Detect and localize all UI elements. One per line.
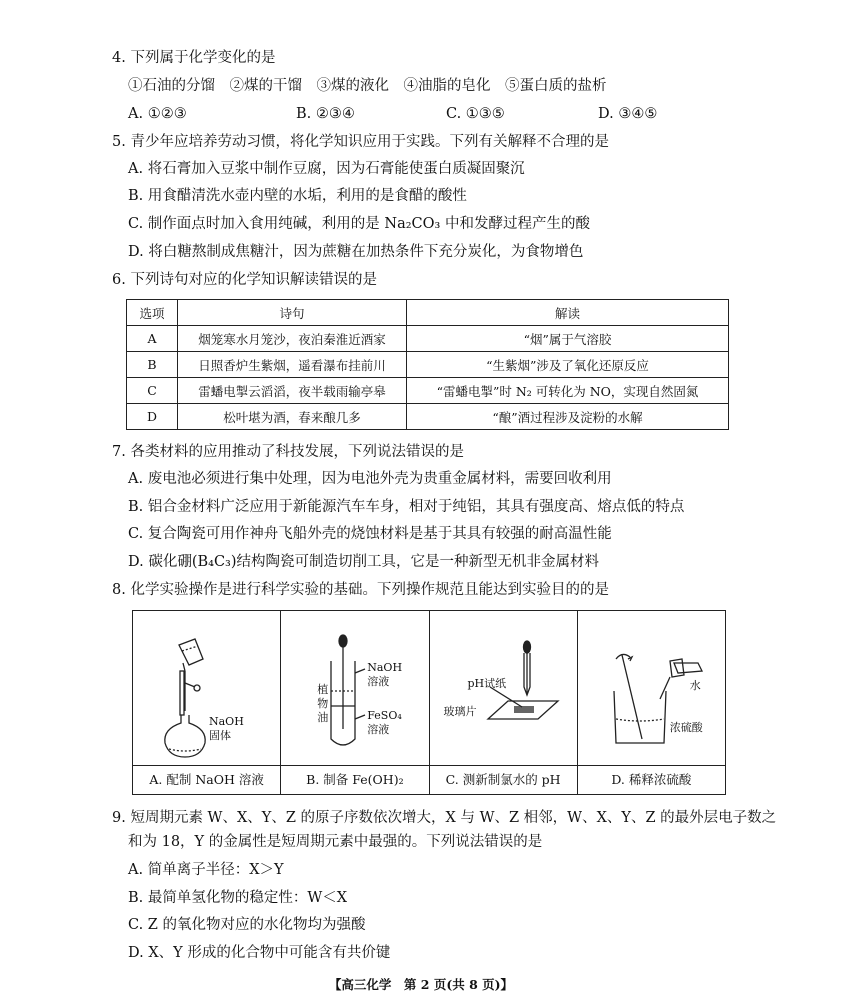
label-glass-slide: 玻璃片 [443, 705, 477, 718]
q9-option-a: A. 简单离子半径：X＞Y [128, 862, 284, 878]
row-option: A [127, 326, 178, 352]
row-poem: 雷蟠电掣云滔滔，夜半载雨输亭皋 [178, 378, 407, 404]
q4-option-a: A. ①②③ [128, 106, 187, 122]
q7-option-d: D. 碳化硼(B₄C₃)结构陶瓷可制造切削工具，它是一种新型无机非金属材料 [128, 554, 600, 570]
caption-a: A. 配制 NaOH 溶液 [133, 765, 280, 794]
panel-a [133, 611, 281, 794]
label-feso4-2: 溶液 [367, 723, 390, 736]
label-solid: 固体 [209, 729, 231, 742]
row-interpretation: “生紫烟”涉及了氧化还原反应 [407, 352, 729, 378]
q5-option-d: D. 将白糖熬制成焦糖汁，因为蔗糖在加热条件下充分炭化，为食物增色 [128, 244, 584, 260]
row-poem: 松叶堪为酒，春来酿几多 [178, 404, 407, 430]
q8-figure [132, 610, 726, 795]
label-feso4-1: FeSO₄ [367, 709, 402, 722]
q5-option-b: B. 用食醋清洗水壶内壁的水垢，利用的是食醋的酸性 [128, 188, 467, 204]
q7-stem: 7. 各类材料的应用推动了科技发展，下列说法错误的是 [112, 444, 464, 460]
row-poem: 日照香炉生紫烟，遥看瀑布挂前川 [178, 352, 407, 378]
q9-stem-line2: 和为 18，Y 的金属性是短周期元素中最强的。下列说法错误的是 [128, 834, 543, 850]
q4-option-b: B. ②③④ [296, 106, 355, 122]
label-naoh: NaOH [209, 715, 244, 728]
q9-stem-line1: 9. 短周期元素 W、X、Y、Z 的原子序数依次增大，X 与 W、Z 相邻，W、X、Y、Z 的最外层电子数之 [112, 810, 777, 826]
q7-option-a: A. 废电池必须进行集中处理，因为电池外壳为贵重金属材料，需要回收利用 [128, 471, 612, 487]
row-poem: 烟笼寒水月笼沙，夜泊秦淮近酒家 [178, 326, 407, 352]
label-oil-1: 植 [317, 683, 329, 696]
header-poem: 诗句 [178, 300, 407, 326]
q5-option-a: A. 将石膏加入豆浆中制作豆腐，因为石膏能使蛋白质凝固聚沉 [128, 161, 525, 177]
caption-b: B. 制备 Fe(OH)₂ [281, 765, 428, 794]
header-option: 选项 [127, 300, 178, 326]
label-oil-3: 油 [317, 711, 329, 724]
label-naoh-solution-1: NaOH [367, 661, 403, 674]
table-row [127, 352, 729, 378]
row-option: C [127, 378, 178, 404]
row-interpretation: “烟”属于气溶胶 [407, 326, 729, 352]
q4-option-d: D. ③④⑤ [598, 106, 658, 122]
label-conc-sulfuric: 浓硫酸 [669, 721, 703, 734]
panel-c [430, 611, 578, 794]
label-oil-2: 物 [317, 697, 329, 710]
q9-option-b: B. 最简单氢化物的稳定性：W＜X [128, 890, 348, 906]
q6-stem: 6. 下列诗句对应的化学知识解读错误的是 [112, 272, 377, 288]
page-footer: 【高三化学 第 2 页(共 8 页)】 [328, 977, 514, 992]
q5-stem: 5. 青少年应培养劳动习惯，将化学知识应用于实践。下列有关解释不合理的是 [112, 134, 609, 150]
row-option: D [127, 404, 178, 430]
table-header-row [127, 300, 729, 326]
panel-b [281, 611, 429, 794]
q4-items: ①石油的分馏 ②煤的干馏 ③煤的液化 ④油脂的皂化 ⑤蛋白质的盐析 [128, 78, 607, 94]
row-option: B [127, 352, 178, 378]
table-row [127, 404, 729, 430]
q6-table [126, 299, 729, 430]
q8-stem: 8. 化学实验操作是进行科学实验的基础。下列操作规范且能达到实验目的的是 [112, 582, 609, 598]
test-tube-dropper-diagram [281, 611, 427, 766]
header-interpretation: 解读 [407, 300, 729, 326]
beaker-dilution-diagram [578, 611, 724, 766]
q9-option-c: C. Z 的氧化物对应的水化物均为强酸 [128, 917, 366, 933]
label-naoh-solution-2: 溶液 [367, 675, 390, 688]
row-interpretation: “酿”酒过程涉及淀粉的水解 [407, 404, 729, 430]
label-water: 水 [689, 679, 701, 692]
q5-option-c: C. 制作面点时加入食用纯碱，利用的是 Na₂CO₃ 中和发酵过程产生的酸 [128, 216, 590, 232]
panel-d [578, 611, 725, 794]
volumetric-flask-pour-diagram [133, 611, 279, 766]
table-row [127, 326, 729, 352]
q9-option-d: D. X、Y 形成的化合物中可能含有共价键 [128, 945, 391, 961]
q7-option-c: C. 复合陶瓷可用作神舟飞船外壳的烧蚀材料是基于其具有较强的耐高温性能 [128, 526, 612, 542]
table-row [127, 378, 729, 404]
row-interpretation: “雷蟠电掣”时 N₂ 可转化为 NO，实现自然固氮 [407, 378, 729, 404]
q4-option-c: C. ①③⑤ [446, 106, 505, 122]
label-ph-paper: pH试纸 [467, 677, 507, 690]
caption-d: D. 稀释浓硫酸 [578, 765, 725, 794]
q4-stem: 4. 下列属于化学变化的是 [112, 50, 276, 66]
caption-c: C. 测新制氯水的 pH [430, 765, 577, 794]
q7-option-b: B. 铝合金材料广泛应用于新能源汽车车身，相对于纯铝，其具有强度高、熔点低的特点 [128, 499, 685, 515]
